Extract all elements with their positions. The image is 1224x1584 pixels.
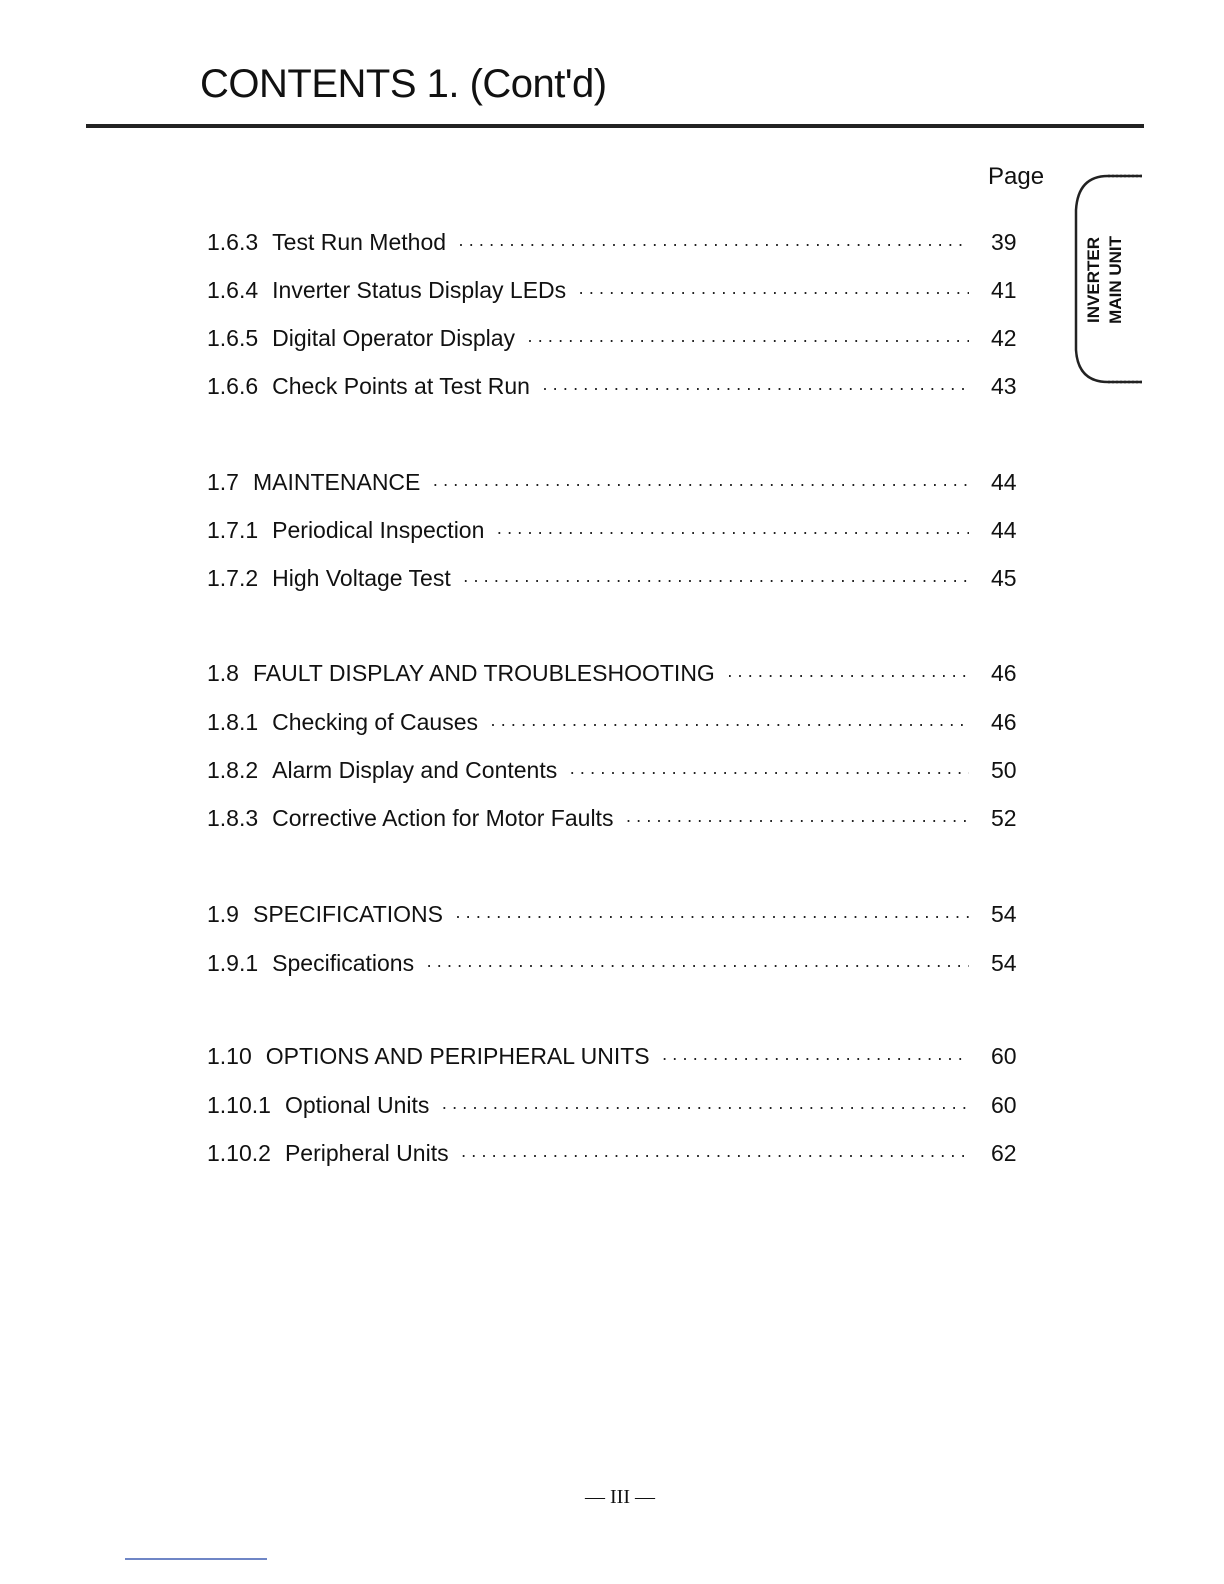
toc-leader-dots <box>496 517 969 547</box>
toc-entry-number: 1.10 <box>207 1043 252 1069</box>
toc-entry-label <box>207 1041 662 1071</box>
toc-leader-dots <box>432 469 969 499</box>
toc-entry-number: 1.9.1 <box>207 950 259 976</box>
toc-entry-title: OPTIONS AND PERIPHERAL UNITS <box>265 1043 650 1069</box>
toc-entry-page: 54 <box>991 950 1017 976</box>
toc-entry-title: Optional Units <box>284 1092 430 1118</box>
toc-entry-1-6-3[interactable] <box>207 227 1037 257</box>
toc-entry-title: Peripheral Units <box>284 1140 449 1166</box>
toc-entry-number: 1.7.1 <box>207 517 259 543</box>
page-title: CONTENTS 1. (Cont'd) <box>200 62 607 106</box>
toc-entry-title: Checking of Causes <box>272 709 478 735</box>
bottom-divider <box>125 1558 267 1560</box>
toc-entry-page: 44 <box>991 469 1017 495</box>
toc-leader-dots <box>441 1092 969 1122</box>
toc-entry-title: Digital Operator Display <box>272 325 516 351</box>
toc-entry-page: 44 <box>991 517 1017 543</box>
toc-entry-title: Alarm Display and Contents <box>272 757 558 783</box>
toc-entry-1-7-1[interactable] <box>207 515 1037 545</box>
toc-entry-number: 1.9 <box>207 901 239 927</box>
toc-entry-number: 1.7 <box>207 469 239 495</box>
toc-entry-1-8-1[interactable] <box>207 707 1037 737</box>
toc-entry-label <box>207 323 527 353</box>
toc-entry-1-8-2[interactable] <box>207 755 1037 785</box>
toc-entry-page: 60 <box>991 1043 1017 1069</box>
toc-entry-number: 1.6.6 <box>207 373 259 399</box>
toc-entry-label <box>207 899 455 929</box>
toc-leader-dots <box>578 277 969 307</box>
toc-entry-page: 46 <box>991 709 1017 735</box>
toc-leader-dots <box>455 901 969 931</box>
toc-entry-title: Periodical Inspection <box>272 517 485 543</box>
toc-entry-title: Inverter Status Display LEDs <box>272 277 567 303</box>
toc-leader-dots <box>463 565 969 595</box>
footer-page-number: — III — <box>585 1486 655 1508</box>
toc-entry-label <box>207 803 625 833</box>
toc-entry-page: 46 <box>991 660 1017 686</box>
toc-entry-label <box>207 658 727 688</box>
toc-entry-1-8-3[interactable] <box>207 803 1037 833</box>
toc-entry-label <box>207 563 463 593</box>
toc-entry-title: FAULT DISPLAY AND TROUBLESHOOTING <box>252 660 715 686</box>
toc-entry-label <box>207 371 542 401</box>
toc-leader-dots <box>461 1140 969 1170</box>
toc-entry-number: 1.7.2 <box>207 565 259 591</box>
page-column-label: Page <box>988 163 1045 190</box>
toc-entry-label <box>207 467 432 497</box>
toc-entry-title: High Voltage Test <box>272 565 451 591</box>
toc-entry-page: 60 <box>991 1092 1017 1118</box>
toc-entry-1-6-5[interactable] <box>207 323 1037 353</box>
toc-entry-number: 1.10.1 <box>207 1092 271 1118</box>
toc-entry-1-7[interactable] <box>207 467 1037 497</box>
toc-entry-number: 1.8.3 <box>207 805 259 831</box>
section-tab-line-2: MAIN UNIT <box>1106 236 1125 324</box>
toc-entry-1-9[interactable] <box>207 899 1037 929</box>
toc-entry-1-7-2[interactable] <box>207 563 1037 593</box>
toc-entry-page: 42 <box>991 325 1017 351</box>
toc-entry-1-8[interactable] <box>207 658 1037 688</box>
toc-entry-number: 1.10.2 <box>207 1140 271 1166</box>
title-rule <box>86 124 1144 128</box>
toc-leader-dots <box>527 325 969 355</box>
toc-entry-page: 41 <box>991 277 1017 303</box>
toc-entry-label <box>207 275 578 305</box>
toc-entry-title: Specifications <box>272 950 415 976</box>
toc-entry-page: 50 <box>991 757 1017 783</box>
toc-entry-title: Corrective Action for Motor Faults <box>272 805 614 831</box>
toc-entry-label <box>207 755 569 785</box>
toc-entry-title: Test Run Method <box>272 229 447 255</box>
toc-entry-number: 1.6.5 <box>207 325 259 351</box>
toc-entry-title: SPECIFICATIONS <box>252 901 443 927</box>
toc-entry-number: 1.8 <box>207 660 239 686</box>
toc-leader-dots <box>542 373 969 403</box>
toc-leader-dots <box>490 709 969 739</box>
toc-entry-page: 39 <box>991 229 1017 255</box>
toc-entry-title: MAINTENANCE <box>252 469 421 495</box>
toc-entry-page: 52 <box>991 805 1017 831</box>
toc-entry-label <box>207 948 426 978</box>
toc-entry-label <box>207 515 496 545</box>
toc-entry-number: 1.8.2 <box>207 757 259 783</box>
toc-entry-number: 1.8.1 <box>207 709 259 735</box>
toc-entry-1-10-2[interactable] <box>207 1138 1037 1168</box>
toc-entry-1-10[interactable] <box>207 1041 1037 1071</box>
toc-leader-dots <box>625 805 969 835</box>
toc-entry-1-10-1[interactable] <box>207 1090 1037 1120</box>
toc-entry-1-9-1[interactable] <box>207 948 1037 978</box>
toc-leader-dots <box>662 1043 969 1073</box>
toc-entry-page: 43 <box>991 373 1017 399</box>
toc-leader-dots <box>458 229 969 259</box>
toc-entry-label <box>207 707 490 737</box>
toc-entry-1-6-6[interactable] <box>207 371 1037 401</box>
toc-leader-dots <box>727 660 969 690</box>
toc-entry-1-6-4[interactable] <box>207 275 1037 305</box>
toc-leader-dots <box>569 757 969 787</box>
section-tab-label <box>1081 220 1129 340</box>
toc-entry-page: 62 <box>991 1140 1017 1166</box>
toc-leader-dots <box>426 950 969 980</box>
toc-entry-number: 1.6.3 <box>207 229 259 255</box>
toc-entry-number: 1.6.4 <box>207 277 259 303</box>
toc-entry-page: 54 <box>991 901 1017 927</box>
toc-entry-title: Check Points at Test Run <box>272 373 530 399</box>
toc-entry-label <box>207 227 458 257</box>
section-tab-line-1: INVERTER <box>1084 237 1103 323</box>
toc-entry-page: 45 <box>991 565 1017 591</box>
toc-entry-label <box>207 1138 461 1168</box>
toc-entry-label <box>207 1090 441 1120</box>
